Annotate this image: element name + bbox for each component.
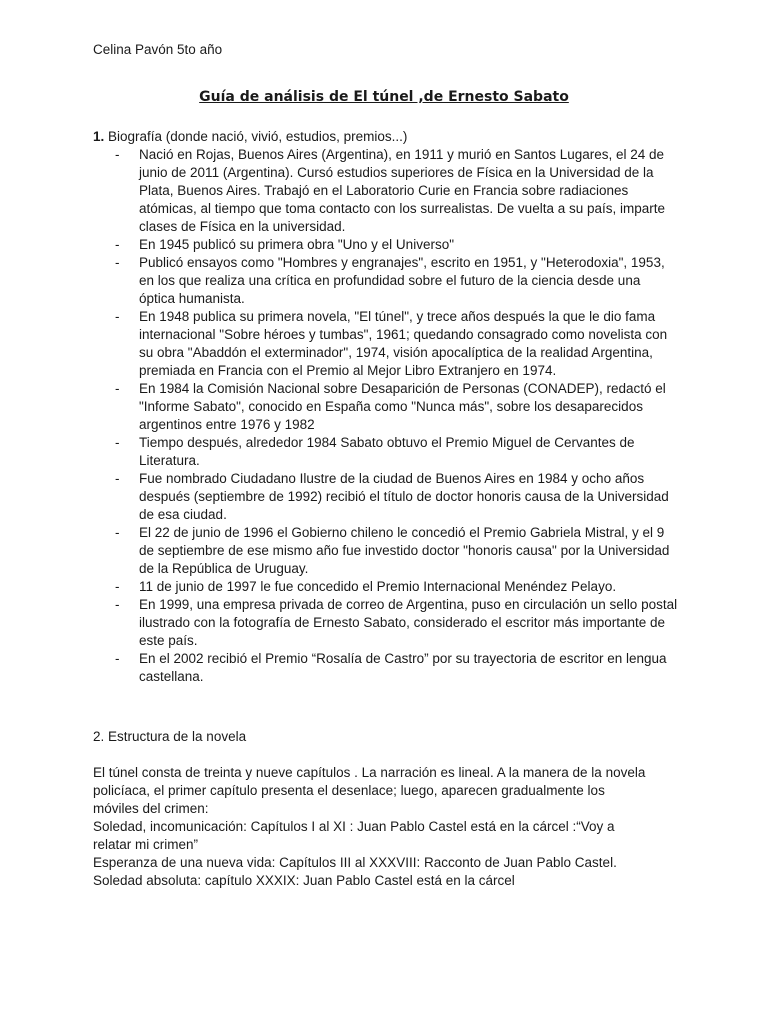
bullet-dash: - [115,435,120,450]
section-heading [93,128,693,146]
bullet-dash: - [115,471,120,486]
list-item: - El 22 de junio de 1996 el Gobierno chileno le concedió el Premio Gabriela Mistral, y el 9 de septiembre de ese mismo año fue investido doctor "honoris causa" por la Universidad de la República de Uruguay. [115,525,670,576]
section-heading: 2. Estructura de la novela [93,729,247,744]
bullet-dash: - [115,381,120,396]
list-item: - Publicó ensayos como "Hombres y engranajes", escrito en 1951, y "Heterodoxia", 1953, en los que realiza una crítica en profundidad sobre el futuro de la ciencia desde una óptica humanista. [115,255,665,306]
bullet-dash: - [115,651,120,666]
paragraph: Soledad, incomunicación: Capítulos I al XI : Juan Pablo Castel está en la cárcel :“Voy a relatar mi crimen” [93,819,615,852]
paragraph: El túnel consta de treinta y nueve capítulos . La narración es lineal. A la manera de la novela policíaca, el primer capítulo presenta el desenlace; luego, aparecen gradualmente los móviles del crimen: [93,765,646,816]
list-item: - En 1948 publica su primera novela, "El túnel", y trece años después la que le dio fama internacional "Sobre héroes y tumbas", 1961; quedando consagrado como novelista con su obra "Abaddón el exterminador", 1974, visión apocalíptica de la realidad Argentina, premiada en Francia con el Premio al Mejor Libro Extranjero en 1974. [115,309,668,378]
list-item: - Fue nombrado Ciudadano Ilustre de la ciudad de Buenos Aires en 1984 y ocho años después (septiembre de 1992) recibió el título de doctor honoris causa de la Universidad de esa ciudad. [115,471,669,522]
bullet-dash: - [115,237,120,252]
list-item: - En 1945 publicó su primera obra "Uno y el Universo" [115,237,454,252]
list-item: - En 1999, una empresa privada de correo de Argentina, puso en circulación un sello postal ilustrado con la fotografía de Ernesto Sabato, considerado el escritor más importante de este país. [115,597,678,648]
list-item: - En el 2002 recibió el Premio “Rosalía de Castro” por su trayectoria de escritor en lengua castellana. [115,651,667,684]
bullet-dash: - [115,579,120,594]
page-title: Guía de análisis de El túnel ,de Ernesto Sabato [199,89,569,105]
bullet-dash: - [115,309,120,324]
list-item: - Nació en Rojas, Buenos Aires (Argentina), en 1911 y murió en Santos Lugares, el 24 de junio de 2011 (Argentina). Cursó estudios superiores de Física en la Universidad de la Plata, Buenos Aires. Trabajó en el Laboratorio Curie en Francia sobre radiaciones atómicas, al tiempo que toma contacto con los surrealistas. De vuelta a su país, imparte clases de Física en la universidad. [115,147,666,234]
paragraph: Soledad absoluta: capítulo XXXIX: Juan Pablo Castel está en la cárcel [93,873,515,888]
list-item: - Tiempo después, alrededor 1984 Sabato obtuvo el Premio Miguel de Cervantes de Literatura. [115,435,635,468]
list-item: - 11 de junio de 1997 le fue concedido el Premio Internacional Menéndez Pelayo. [115,579,617,594]
section-heading-text: Biografía (donde nació, vivió, estudios, premios...) [104,129,408,144]
section-estructura [93,728,653,890]
author-line: Celina Pavón 5to año [93,42,223,57]
section-biografia [93,128,693,686]
biography-list [93,146,693,686]
bullet-dash: - [115,147,120,162]
paragraph: Esperanza de una nueva vida: Capítulos III al XXXVIII: Racconto de Juan Pablo Castel. [93,855,617,870]
bullet-dash: - [115,597,120,612]
list-item: - En 1984 la Comisión Nacional sobre Desaparición de Personas (CONADEP), redactó el "Informe Sabato", conocido en España como "Nunca más", sobre los desaparecidos argentinos entre 1976 y 1982 [115,381,666,432]
bullet-dash: - [115,525,120,540]
bullet-dash: - [115,255,120,270]
section-number: 1. [93,129,105,144]
